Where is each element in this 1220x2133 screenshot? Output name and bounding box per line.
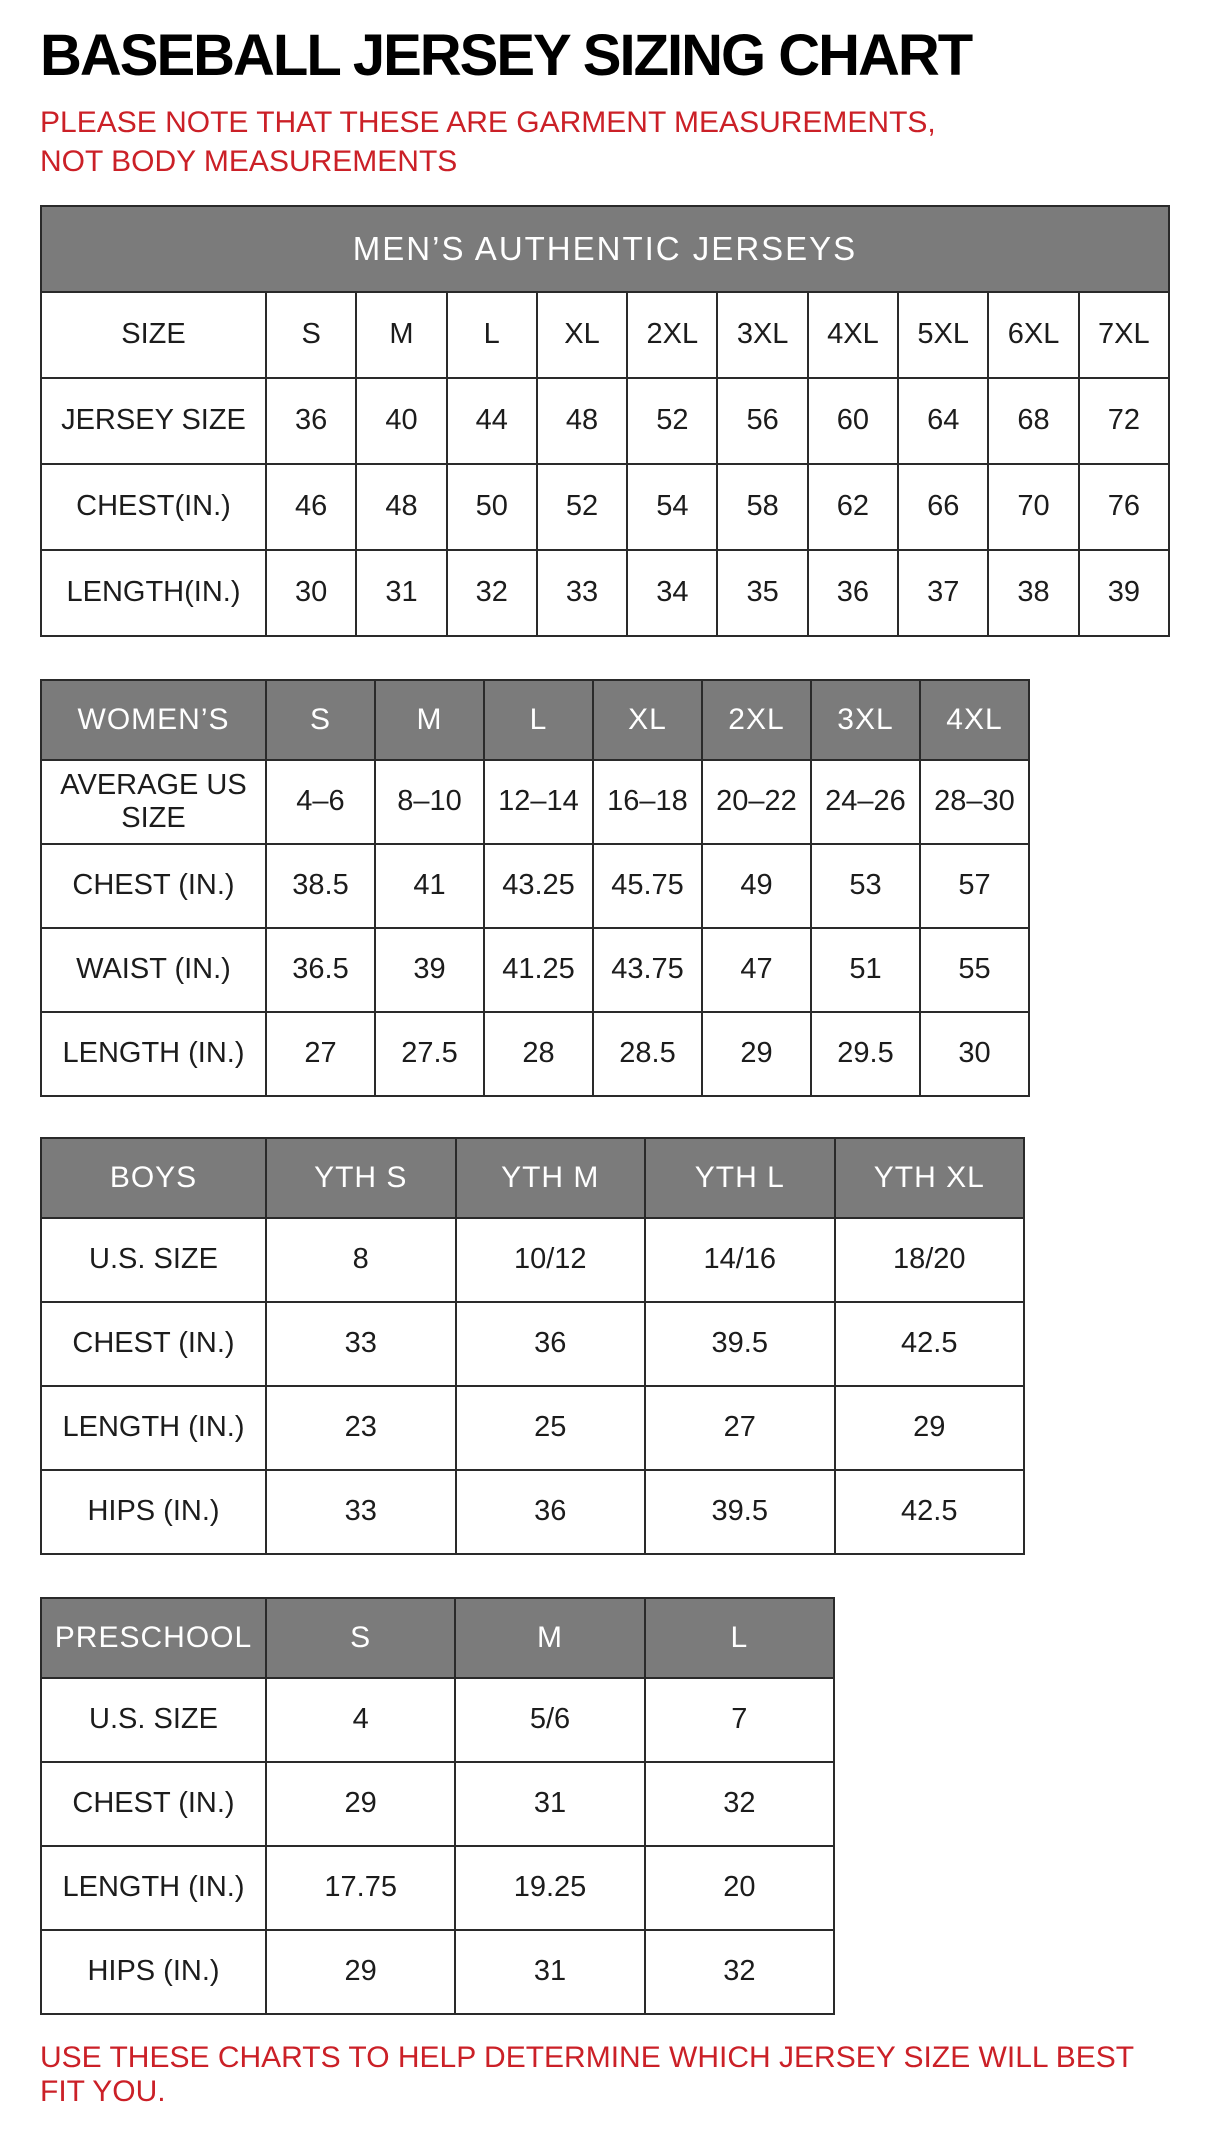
page-title: BASEBALL JERSEY SIZING CHART [40,23,972,88]
data-cell: 39.5 [645,1470,835,1554]
row-label-cell: LENGTH(IN.) [41,550,266,636]
mens-sizing-table [40,205,1170,637]
data-cell: 41 [375,844,484,928]
header-label-cell: WOMEN’S [41,680,266,760]
data-cell: 23 [266,1386,456,1470]
table-banner: MEN’S AUTHENTIC JERSEYS [41,206,1169,292]
data-cell: 10/12 [456,1218,646,1302]
data-cell: 17.75 [266,1846,455,1930]
data-cell: 27.5 [375,1012,484,1096]
data-cell: 43.25 [484,844,593,928]
data-cell: 41.25 [484,928,593,1012]
table-row [41,1012,1029,1096]
data-cell: 64 [898,378,988,464]
data-cell: 14/16 [645,1218,835,1302]
data-cell: 8 [266,1218,456,1302]
data-cell: 36 [456,1302,646,1386]
data-cell: 4–6 [266,760,375,844]
data-cell: 49 [702,844,811,928]
data-cell: 72 [1079,378,1169,464]
data-cell: 31 [455,1762,644,1846]
row-label-cell: WAIST (IN.) [41,928,266,1012]
row-label-cell: HIPS (IN.) [41,1470,266,1554]
data-cell: 68 [988,378,1078,464]
header-cell: 5XL [898,292,988,378]
data-cell: 29 [266,1762,455,1846]
data-cell: 53 [811,844,920,928]
header-cell: XL [593,680,702,760]
data-cell: 52 [537,464,627,550]
data-cell: 33 [266,1302,456,1386]
data-cell: 46 [266,464,356,550]
data-cell: 38 [988,550,1078,636]
boys-sizing-table [40,1137,1025,1555]
data-cell: 50 [447,464,537,550]
data-cell: 40 [356,378,446,464]
header-cell: 6XL [988,292,1078,378]
data-cell: 25 [456,1386,646,1470]
data-cell: 32 [645,1762,834,1846]
row-label-cell: CHEST (IN.) [41,1302,266,1386]
data-cell: 39 [1079,550,1169,636]
preschool-sizing-table [40,1597,835,2015]
data-cell: 28.5 [593,1012,702,1096]
header-cell: S [266,1598,455,1678]
data-cell: 29 [702,1012,811,1096]
header-cell: 3XL [811,680,920,760]
row-label-cell: CHEST (IN.) [41,1762,266,1846]
data-cell: 31 [455,1930,644,2014]
data-cell: 19.25 [455,1846,644,1930]
data-cell: 38.5 [266,844,375,928]
data-cell: 36 [266,378,356,464]
row-label-cell: LENGTH (IN.) [41,1386,266,1470]
data-cell: 66 [898,464,988,550]
header-cell: S [266,680,375,760]
table-row [41,464,1169,550]
header-cell: L [447,292,537,378]
header-cell: 3XL [717,292,807,378]
header-cell: 7XL [1079,292,1169,378]
table-row [41,550,1169,636]
data-cell: 54 [627,464,717,550]
row-label-cell: U.S. SIZE [41,1678,266,1762]
table-row [41,1386,1024,1470]
data-cell: 70 [988,464,1078,550]
table-row [41,1470,1024,1554]
data-cell: 35 [717,550,807,636]
data-cell: 33 [266,1470,456,1554]
row-label-cell: HIPS (IN.) [41,1930,266,2014]
data-cell: 56 [717,378,807,464]
header-cell: YTH M [456,1138,646,1218]
data-cell: 28–30 [920,760,1029,844]
table-row [41,378,1169,464]
womens-sizing-table [40,679,1030,1097]
header-cell: YTH L [645,1138,835,1218]
data-cell: 58 [717,464,807,550]
data-cell: 43.75 [593,928,702,1012]
data-cell: 16–18 [593,760,702,844]
header-cell: M [375,680,484,760]
table-row [41,1678,834,1762]
row-label-cell: JERSEY SIZE [41,378,266,464]
data-cell: 32 [447,550,537,636]
header-label-cell: PRESCHOOL [41,1598,266,1678]
row-label-cell: AVERAGE US SIZE [41,760,266,844]
data-cell: 44 [447,378,537,464]
data-cell: 37 [898,550,988,636]
data-cell: 29 [835,1386,1025,1470]
data-cell: 8–10 [375,760,484,844]
row-label-cell: CHEST (IN.) [41,844,266,928]
header-cell: 4XL [808,292,898,378]
data-cell: 52 [627,378,717,464]
data-cell: 4 [266,1678,455,1762]
data-cell: 55 [920,928,1029,1012]
header-cell: L [645,1598,834,1678]
data-cell: 33 [537,550,627,636]
data-cell: 48 [356,464,446,550]
data-cell: 36.5 [266,928,375,1012]
data-cell: 36 [808,550,898,636]
data-cell: 48 [537,378,627,464]
data-cell: 20 [645,1846,834,1930]
data-cell: 39 [375,928,484,1012]
header-cell: M [356,292,446,378]
data-cell: 42.5 [835,1302,1025,1386]
table-row [41,1930,834,2014]
data-cell: 62 [808,464,898,550]
data-cell: 36 [456,1470,646,1554]
data-cell: 47 [702,928,811,1012]
data-cell: 39.5 [645,1302,835,1386]
table-row [41,1762,834,1846]
table-row [41,844,1029,928]
table-row [41,928,1029,1012]
header-cell: 2XL [702,680,811,760]
row-label-cell: LENGTH (IN.) [41,1846,266,1930]
data-cell: 76 [1079,464,1169,550]
header-cell: L [484,680,593,760]
table-row [41,1846,834,1930]
data-cell: 27 [645,1386,835,1470]
data-cell: 32 [645,1930,834,2014]
row-label-cell: CHEST(IN.) [41,464,266,550]
data-cell: 20–22 [702,760,811,844]
header-cell: S [266,292,356,378]
header-label-cell: SIZE [41,292,266,378]
header-cell: XL [537,292,627,378]
header-cell: 2XL [627,292,717,378]
data-cell: 34 [627,550,717,636]
table-row [41,1218,1024,1302]
row-label-cell: U.S. SIZE [41,1218,266,1302]
data-cell: 30 [266,550,356,636]
data-cell: 45.75 [593,844,702,928]
data-cell: 27 [266,1012,375,1096]
data-cell: 51 [811,928,920,1012]
data-cell: 28 [484,1012,593,1096]
header-cell: YTH S [266,1138,456,1218]
table-row [41,1302,1024,1386]
data-cell: 7 [645,1678,834,1762]
header-label-cell: BOYS [41,1138,266,1218]
data-cell: 24–26 [811,760,920,844]
header-cell: M [455,1598,644,1678]
data-cell: 29.5 [811,1012,920,1096]
data-cell: 29 [266,1930,455,2014]
measurement-note: PLEASE NOTE THAT THESE ARE GARMENT MEASUREMENTS, NOT BODY MEASUREMENTS [40,105,936,178]
data-cell: 60 [808,378,898,464]
data-cell: 31 [356,550,446,636]
data-cell: 18/20 [835,1218,1025,1302]
header-cell: YTH XL [835,1138,1025,1218]
data-cell: 5/6 [455,1678,644,1762]
table-row [41,760,1029,844]
data-cell: 42.5 [835,1470,1025,1554]
header-cell: 4XL [920,680,1029,760]
data-cell: 57 [920,844,1029,928]
data-cell: 30 [920,1012,1029,1096]
data-cell: 12–14 [484,760,593,844]
footer-note: USE THESE CHARTS TO HELP DETERMINE WHICH JERSEY SIZE WILL BEST FIT YOU. [40,2040,1134,2108]
row-label-cell: LENGTH (IN.) [41,1012,266,1096]
